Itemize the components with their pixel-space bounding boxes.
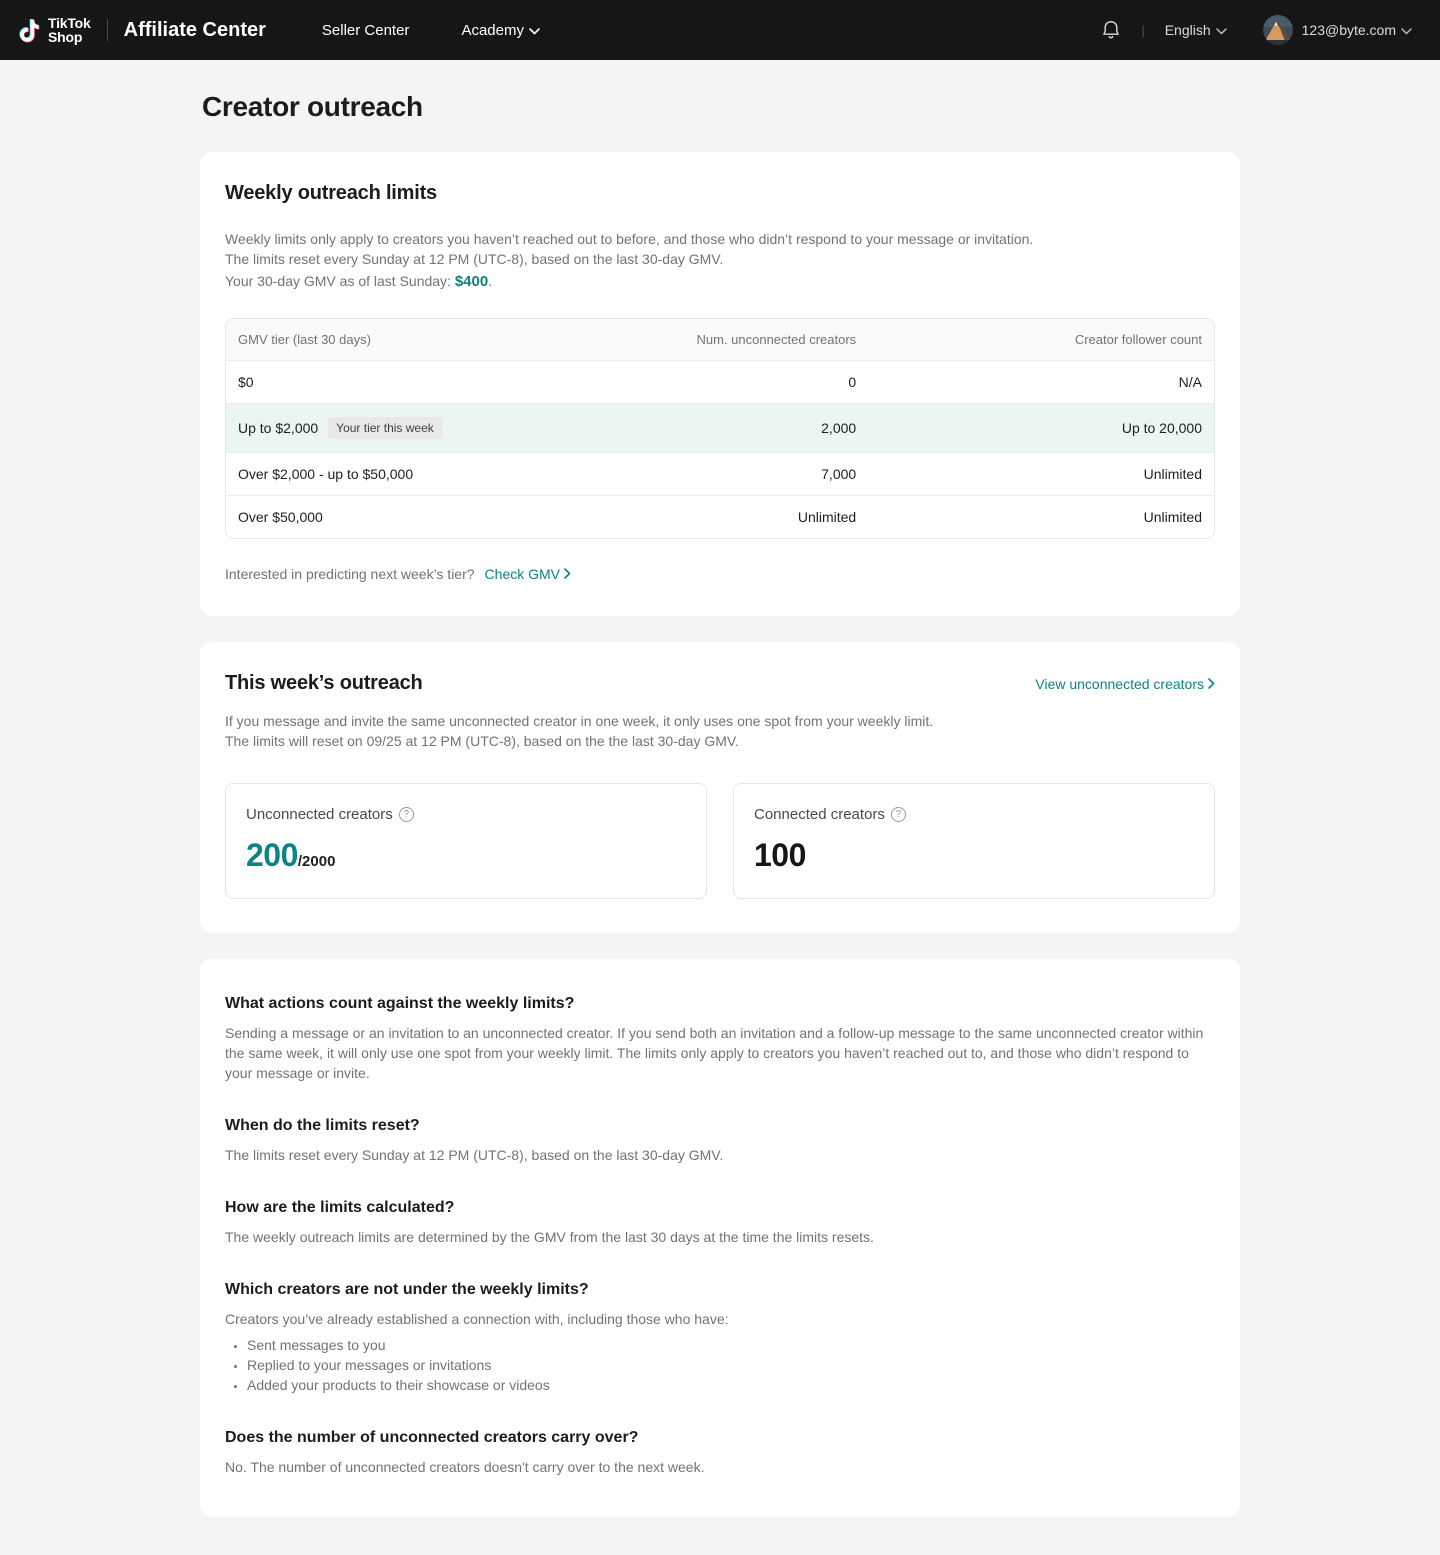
logo-line2: Shop — [48, 29, 83, 45]
faq-question: Does the number of unconnected creators carry over? — [225, 1429, 639, 1446]
tier-label: Over $50,000 — [238, 509, 323, 525]
tier-label: Up to $2,000 — [238, 420, 319, 436]
table-row-current-tier — [226, 403, 1214, 452]
check-gmv-link[interactable] — [485, 566, 571, 582]
weekly-limits-desc-line1: Weekly limits only apply to creators you haven’t reached out to before, and those who didn’t respond to your message or invitation. — [225, 231, 1034, 247]
faq-answer: Sending a message or an invitation to an unconnected creator. If you send both an invitation and a follow-up message to the same unconnected creator within the same week, it will only use one spot from your weekly limit. The limits only apply to creators you haven’t reached out to, and those who didn’t respond to your message or invite. — [225, 1025, 1204, 1081]
faq-question: How are the limits calculated? — [225, 1199, 455, 1216]
faq-answer: The weekly outreach limits are determined by the GMV from the last 30 days at the time the limits resets. — [225, 1229, 874, 1245]
language-label: English — [1164, 22, 1211, 38]
tier-label: Over $2,000 - up to $50,000 — [238, 466, 414, 482]
faq-item — [225, 1429, 1215, 1477]
navbar-divider — [107, 19, 108, 41]
account-menu[interactable] — [1263, 15, 1412, 45]
outreach-desc-line2: The limits will reset on 09/25 at 12 PM (UTC-8), based on the the last 30-day GMV. — [225, 733, 739, 749]
faq-bullet: • Added your products to their showcase or videos — [247, 1375, 1215, 1395]
page-title: Creator outreach — [202, 91, 423, 122]
tier-prediction-question: Interested in predicting next week’s tier? — [225, 566, 475, 582]
weekly-limits-desc-line2: The limits reset every Sunday at 12 PM (UTC-8), based on the last 30-day GMV. — [225, 251, 724, 267]
chevron-right-icon — [1208, 676, 1215, 692]
chevron-down-icon — [1401, 22, 1412, 38]
outreach-desc-line1: If you message and invite the same unconnected creator in one week, it only uses one spot from your weekly limit. — [225, 713, 934, 729]
this-week-outreach-title: This week’s outreach — [225, 672, 423, 694]
seller-center-label: Seller Center — [321, 21, 410, 39]
nav-seller-center[interactable] — [322, 22, 410, 39]
faq-answer: Creators you’ve already established a connection with, including those who have: — [225, 1311, 729, 1327]
faq-question: What actions count against the weekly limits? — [225, 995, 575, 1012]
creators-value: 7,000 — [671, 452, 869, 495]
table-row — [226, 495, 1214, 538]
question-circle-icon[interactable]: ? — [399, 807, 414, 822]
faq-bullet-list — [225, 1335, 1215, 1395]
logo-wordmark — [48, 16, 91, 44]
chevron-right-icon — [564, 566, 571, 582]
view-unconnected-creators-label: View unconnected creators — [1035, 675, 1204, 692]
gmv-suffix: . — [488, 273, 493, 289]
unconnected-creators-label: Unconnected creators — [246, 806, 393, 823]
follower-count-value: Unlimited — [868, 495, 1214, 538]
table-row — [226, 360, 1214, 403]
unconnected-creators-stat — [225, 783, 707, 899]
faq-question: Which creators are not under the weekly limits? — [225, 1281, 589, 1298]
check-gmv-label: Check GMV — [484, 566, 561, 582]
col-header-gmv-tier: GMV tier (last 30 days) — [226, 319, 671, 360]
current-tier-badge: Your tier this week — [328, 417, 442, 439]
gmv-summary-line — [225, 273, 1215, 290]
view-unconnected-creators-link[interactable] — [1035, 676, 1215, 692]
connected-creators-value: 100 — [754, 837, 806, 873]
faq-question: When do the limits reset? — [225, 1117, 420, 1134]
top-navbar — [0, 0, 1440, 60]
academy-label: Academy — [461, 21, 524, 39]
tier-label: $0 — [238, 374, 254, 390]
col-header-follower-count: Creator follower count — [868, 319, 1214, 360]
table-header-row — [226, 319, 1214, 360]
gmv-value: $400 — [454, 273, 489, 290]
this-week-outreach-card — [200, 642, 1240, 933]
weekly-limits-title: Weekly outreach limits — [225, 182, 437, 204]
faq-item — [225, 995, 1215, 1083]
main-content — [200, 91, 1240, 1517]
chevron-down-icon — [1216, 22, 1227, 38]
col-header-unconnected-creators: Num. unconnected creators — [671, 319, 869, 360]
creators-value: 2,000 — [671, 403, 869, 452]
follower-count-value: Up to 20,000 — [868, 403, 1214, 452]
gmv-prefix: Your 30-day GMV as of last Sunday: — [225, 273, 455, 289]
faq-bullet: • Replied to your messages or invitations — [247, 1355, 1215, 1375]
faq-item — [225, 1281, 1215, 1395]
language-selector[interactable] — [1165, 22, 1227, 38]
connected-creators-stat — [733, 783, 1215, 899]
chevron-down-icon — [529, 22, 540, 39]
faq-bullet: • Sent messages to you — [247, 1335, 1215, 1355]
account-email: 123@byte.com — [1301, 22, 1396, 38]
gmv-tier-table — [225, 318, 1215, 539]
follower-count-value: Unlimited — [868, 452, 1214, 495]
follower-count-value: N/A — [868, 360, 1214, 403]
app-title: Affiliate Center — [123, 18, 266, 41]
notification-bell-icon[interactable] — [1101, 19, 1121, 41]
nav-academy[interactable] — [461, 22, 540, 39]
avatar — [1263, 15, 1293, 45]
tiktok-shop-logo[interactable] — [16, 15, 91, 45]
table-row — [226, 452, 1214, 495]
connected-creators-label: Connected creators — [754, 806, 885, 823]
navbar-right-divider: | — [1141, 22, 1145, 38]
faq-answer: No. The number of unconnected creators doesn't carry over to the next week. — [225, 1459, 705, 1475]
unconnected-creators-value: 200 — [246, 837, 298, 873]
creators-value: Unlimited — [671, 495, 869, 538]
faq-answer: The limits reset every Sunday at 12 PM (UTC-8), based on the last 30-day GMV. — [225, 1147, 724, 1163]
weekly-outreach-limits-card — [200, 152, 1240, 616]
faq-item — [225, 1117, 1215, 1165]
question-circle-icon[interactable]: ? — [891, 807, 906, 822]
logo-line1: TikTok — [48, 15, 91, 31]
creators-value: 0 — [671, 360, 869, 403]
faq-item — [225, 1199, 1215, 1247]
tier-prediction-row — [225, 566, 1215, 582]
tiktok-note-icon — [16, 15, 42, 45]
unconnected-creators-total: /2000 — [297, 853, 336, 870]
faq-card — [200, 959, 1240, 1517]
